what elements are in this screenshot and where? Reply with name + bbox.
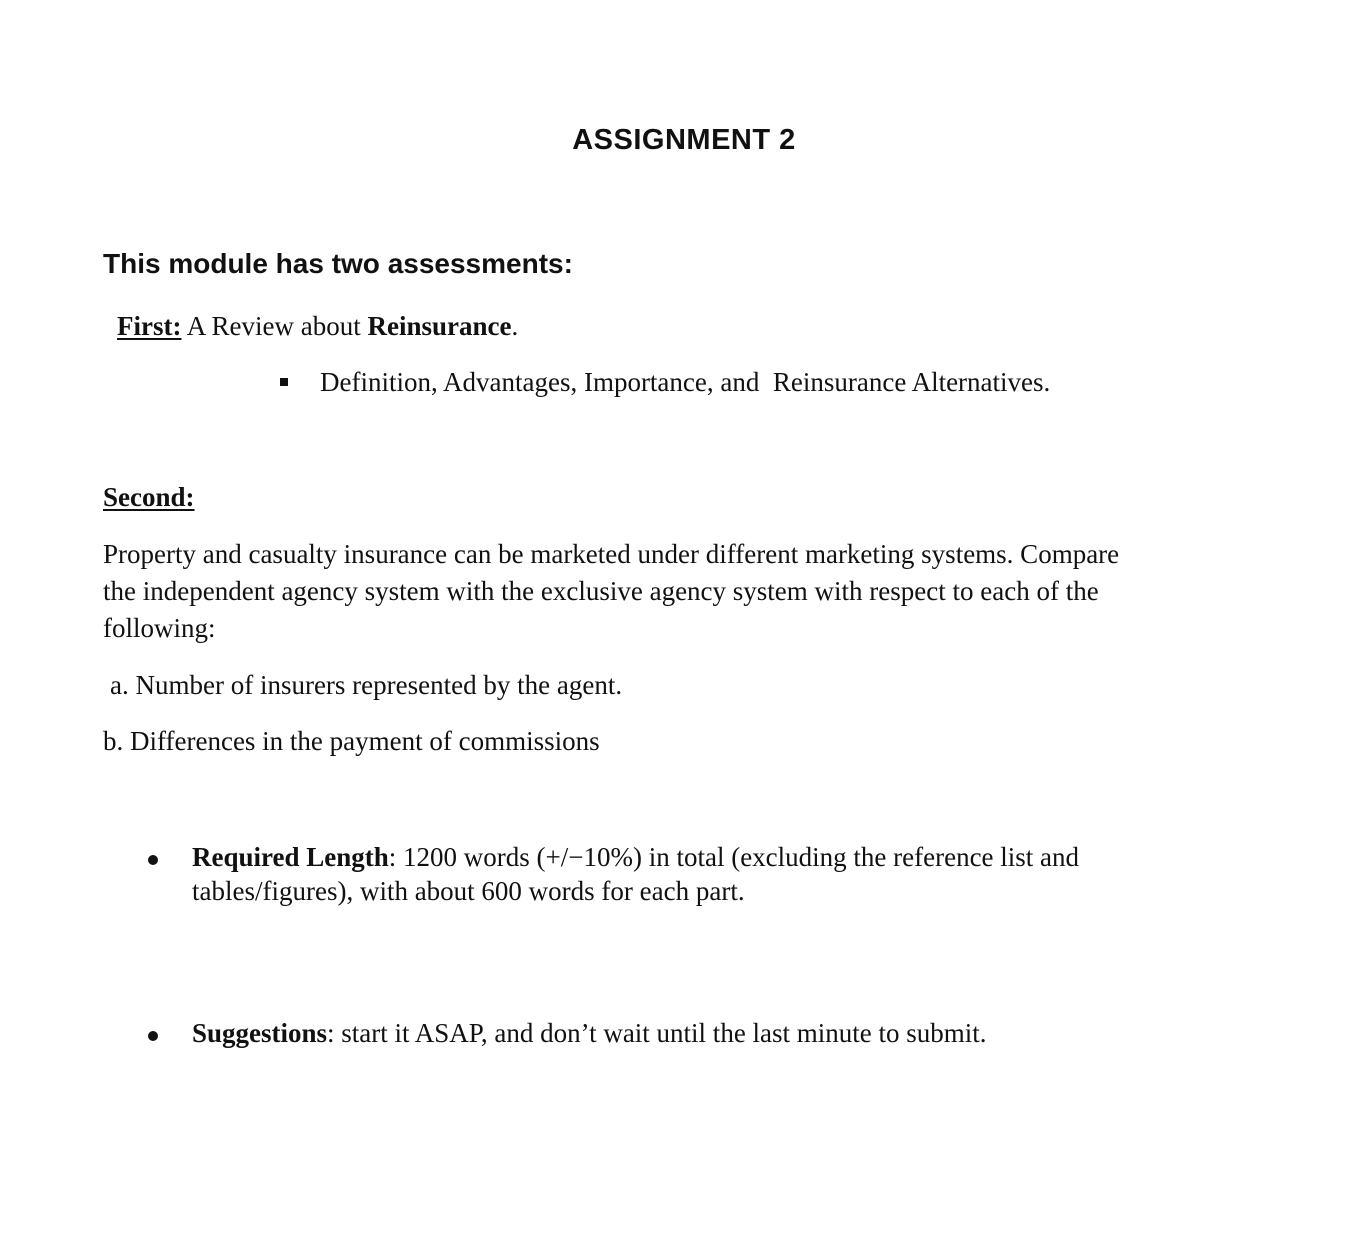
list-item-a: a. Number of insurers represented by the agent. — [110, 670, 623, 700]
required-length-label: Required Length — [192, 842, 389, 872]
second-label: Second: — [103, 482, 195, 512]
required-length-text: : 1200 words (+/−10%) in total (excluding the reference list and — [388, 842, 1080, 872]
first-bullet-text: Definition, Advantages, Importance, and Reinsurance Alternatives. — [320, 367, 1051, 397]
required-length-text-line2: tables/figures), with about 600 words for each part. — [192, 876, 745, 906]
second-paragraph-line: following: — [103, 613, 216, 643]
list-item-b: b. Differences in the payment of commissions — [103, 726, 600, 756]
first-label: First: — [117, 311, 182, 341]
first-text-bold: Reinsurance — [367, 311, 512, 341]
second-paragraph-line: Property and casualty insurance can be marketed under different marketing systems. Compare — [103, 539, 1120, 569]
suggestions-text: : start it ASAP, and don’t wait until the last minute to submit. — [327, 1018, 987, 1048]
square-bullet-icon — [280, 378, 288, 386]
intro-heading: This module has two assessments: — [103, 248, 573, 279]
second-paragraph — [103, 536, 1119, 647]
first-text-suffix: . — [511, 311, 519, 341]
page-title: ASSIGNMENT 2 — [572, 124, 796, 156]
first-assessment — [117, 308, 518, 345]
second-heading — [103, 479, 195, 516]
bullet-dot-icon — [148, 855, 158, 865]
bullet-dot-icon — [148, 1031, 158, 1041]
suggestions-label: Suggestions — [192, 1018, 328, 1048]
required-length — [192, 840, 1079, 908]
first-text-prefix: A Review about — [186, 311, 361, 341]
suggestions — [192, 1015, 987, 1052]
second-paragraph-line: the independent agency system with the exclusive agency system with respect to each of the — [103, 576, 1099, 606]
